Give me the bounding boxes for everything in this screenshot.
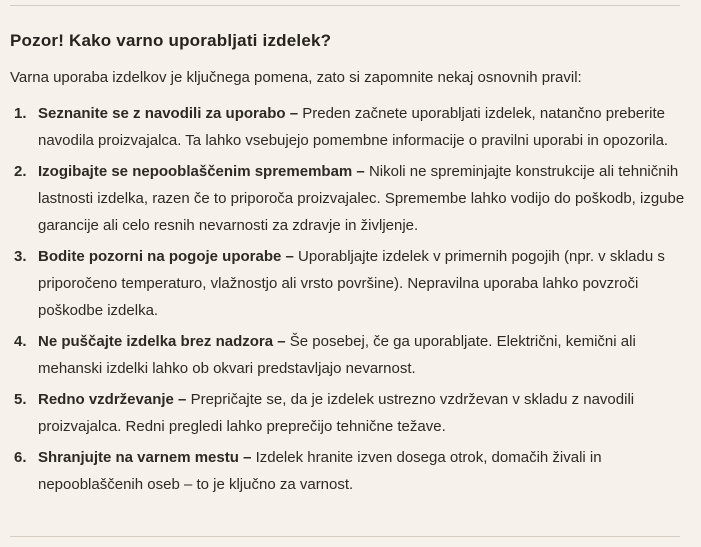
list-item-number: 1. xyxy=(14,105,27,122)
list-item xyxy=(10,328,691,382)
list-item-text xyxy=(38,449,602,493)
list-item-text xyxy=(38,105,668,149)
list-item xyxy=(10,444,691,498)
page-title: Pozor! Kako varno uporabljati izdelek? xyxy=(10,31,332,50)
list-item-number: 2. xyxy=(14,163,27,180)
list-item-text xyxy=(38,391,634,435)
list-item-number: 5. xyxy=(14,391,27,408)
list-item-number: 6. xyxy=(14,449,27,466)
rule-body: Nikoli ne spreminjajte konstrukcije ali tehničnih lastnosti izdelka, razen če to priporoča proizvajalec. Spremembe lahko vodijo do poškodb, izgube garancije ali celo resnih nevarnosti za zdravje in življenje. xyxy=(38,163,685,234)
intro-paragraph: Varna uporaba izdelkov je ključnega pomena, zato si zapomnite nekaj osnovnih pravil: xyxy=(10,69,582,86)
rule-body: Še posebej, če ga uporabljate. Električni, kemični ali mehanski izdelki lahko ob okvari predstavljajo nevarnost. xyxy=(38,333,636,377)
rule-lead: Bodite pozorni na pogoje uporabe – xyxy=(38,248,294,265)
rule-lead: Shranjujte na varnem mestu – xyxy=(38,449,252,466)
list-item-number: 4. xyxy=(14,333,27,350)
rule-body: Preden začnete uporabljati izdelek, natančno preberite navodila proizvajalca. Ta lahko vsebujejo pomembne informacije o pravilni uporabi in opozorila. xyxy=(38,105,669,149)
rule-lead: Ne puščajte izdelka brez nadzora – xyxy=(38,333,286,350)
bottom-divider xyxy=(10,536,680,537)
list-item-text xyxy=(38,163,684,234)
list-item-number: 3. xyxy=(14,248,27,265)
list-item xyxy=(10,158,691,239)
rule-lead: Seznanite se z navodili za uporabo – xyxy=(38,105,299,122)
list-item xyxy=(10,100,691,154)
rule-lead: Izogibajte se nepooblaščenim spremembam – xyxy=(38,163,365,180)
list-item xyxy=(10,386,691,440)
list-item-text xyxy=(38,248,665,319)
rule-body: Izdelek hranite izven dosega otrok, domačih živali in nepooblaščenih oseb – to je ključno za varnost. xyxy=(38,449,602,493)
list-item xyxy=(10,243,691,324)
rules-list xyxy=(10,100,691,498)
rule-body: Uporabljajte izdelek v primernih pogojih (npr. v skladu s priporočeno temperaturo, vlažnostjo ali vrsto površine). Nepravilna uporaba lahko povzroči poškodbe izdelka. xyxy=(38,248,665,319)
rule-lead: Redno vzdrževanje – xyxy=(38,391,187,408)
rule-body: Prepričajte se, da je izdelek ustrezno vzdrževan v skladu z navodili proizvajalca. Redni pregledi lahko preprečijo tehnične težave. xyxy=(38,391,635,435)
top-divider xyxy=(10,5,680,6)
list-item-text xyxy=(38,333,636,377)
